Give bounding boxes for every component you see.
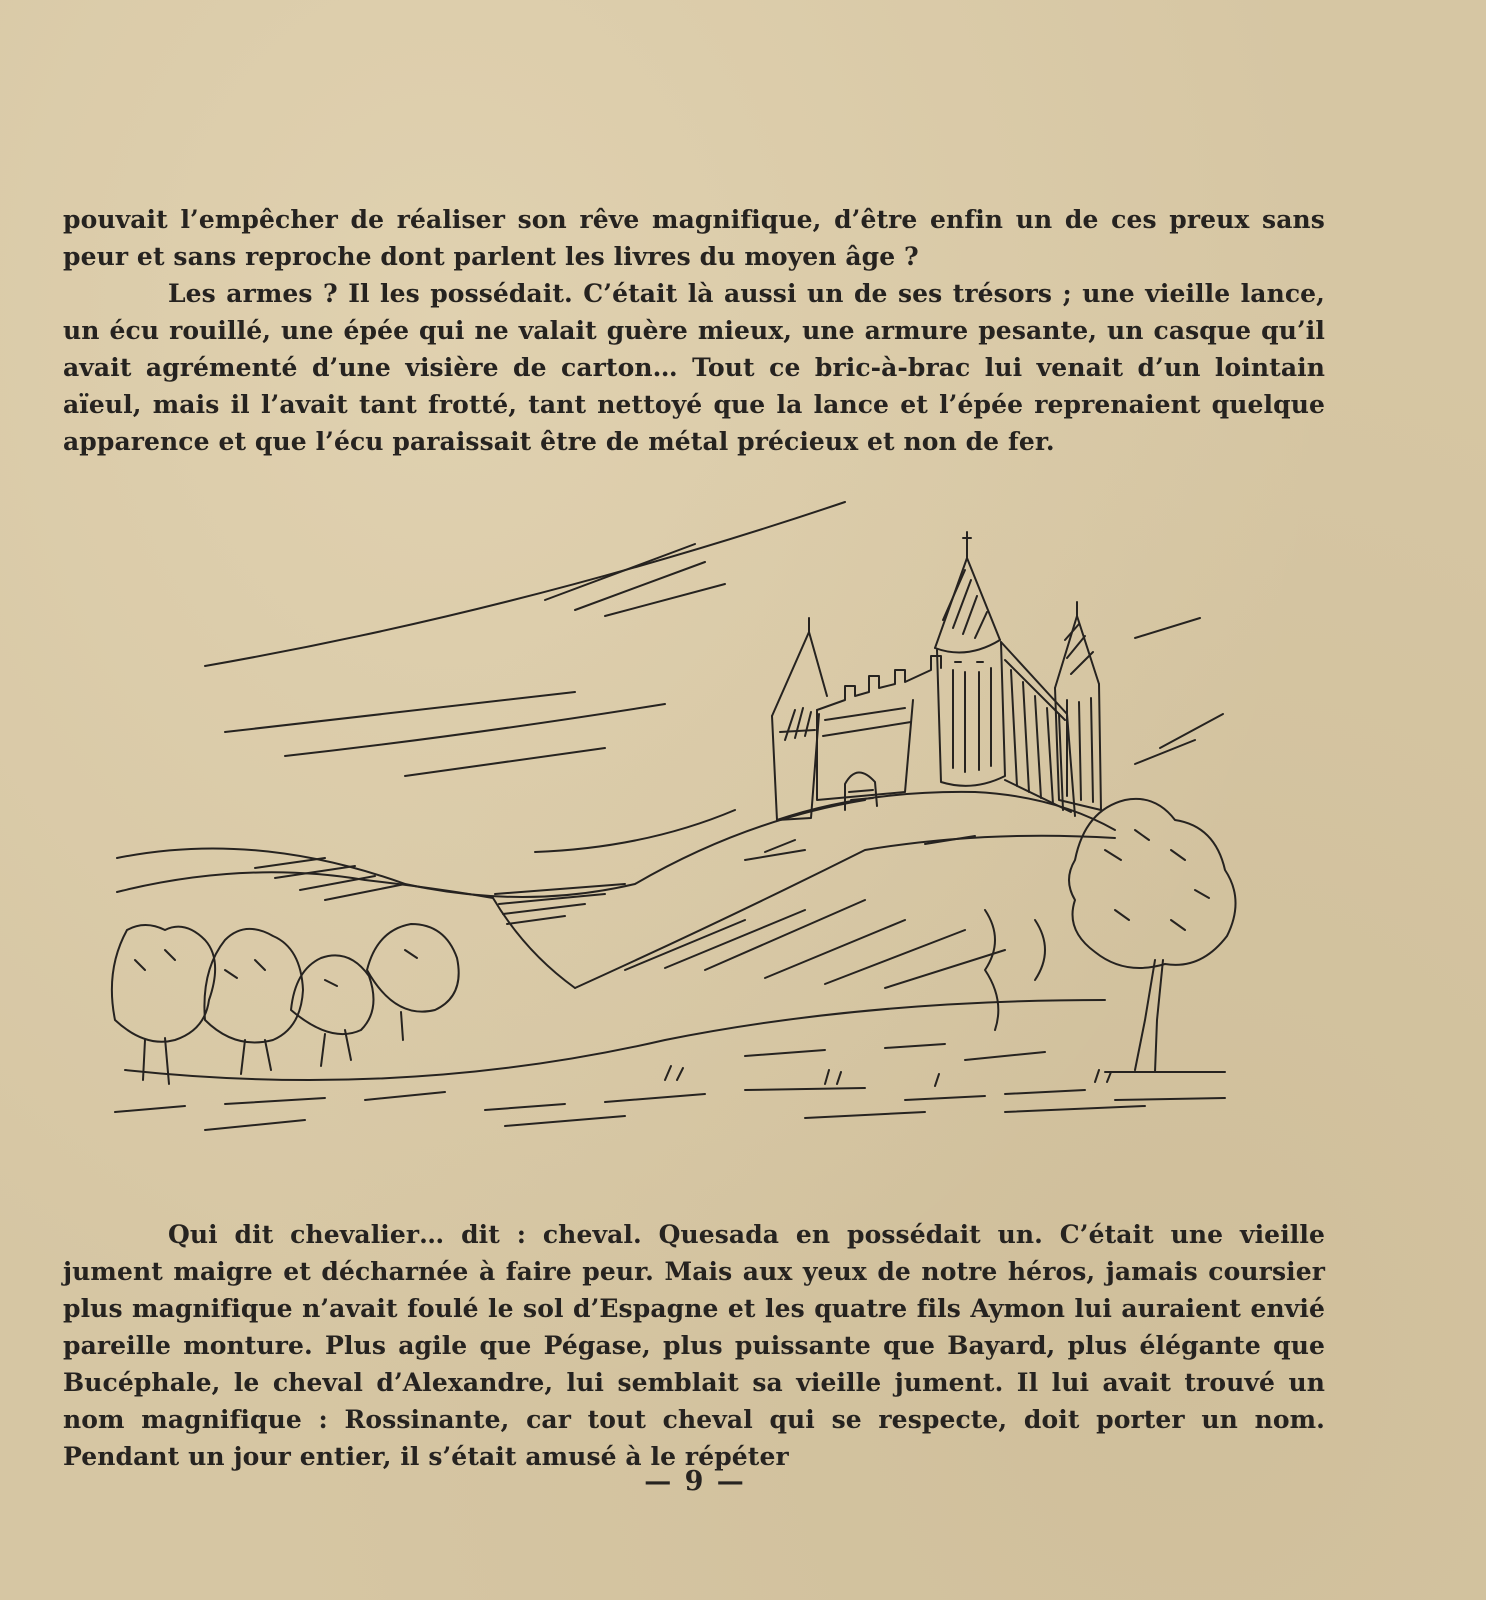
ground-strokes xyxy=(115,1044,1225,1130)
sky-strokes xyxy=(205,502,1223,852)
text-block-top xyxy=(63,201,1325,460)
paragraph-continuation: pouvait l’empêcher de réaliser son rêve magnifique, d’être enfin un de ces preux sans peur et sans reproche dont parlent les livres du moyen âge ? xyxy=(63,205,1325,271)
trees-left xyxy=(112,924,459,1084)
tree-right xyxy=(1069,799,1236,1072)
paragraph-cheval: Qui dit chevalier… dit : cheval. Quesada en possédait un. C’était une vieille jument maigre et décharnée à faire peur. Mais aux yeux de notre héros, jamais coursier plus magnifique n’avait foulé le sol d’Espagne et les quatre fils Aymon lui auraient envié pareille monture. Plus agile que Pégase, plus puissante que Bayard, plus élégante que Bucéphale, le cheval d’Alexandre, lui semblait sa vieille jument. Il lui avait trouvé un nom magnifique : Rossinante, car tout cheval qui se respecte, doit porter un nom. Pendant un jour entier, il s’était amusé à le répéter xyxy=(63,1220,1325,1471)
page-number: — 9 — xyxy=(644,1466,746,1497)
text-block-bottom xyxy=(63,1216,1325,1475)
castle xyxy=(772,532,1115,830)
hills xyxy=(117,800,1115,1080)
paragraph-armes: Les armes ? Il les possédait. C’était là aussi un de ses trésors ; une vieille lance, un écu rouillé, une épée qui ne valait guère mieux, une armure pesante, un casque qu’il avait agrémenté d’une visière de carton… Tout ce bric-à-brac lui venait d’un lointain aïeul, mais il l’avait tant frotté, tant nettoyé que la lance et l’épée reprenaient quelque apparence et que l’écu paraissait être de métal précieux et non de fer. xyxy=(63,279,1325,456)
castle-illustration xyxy=(105,500,1285,1160)
